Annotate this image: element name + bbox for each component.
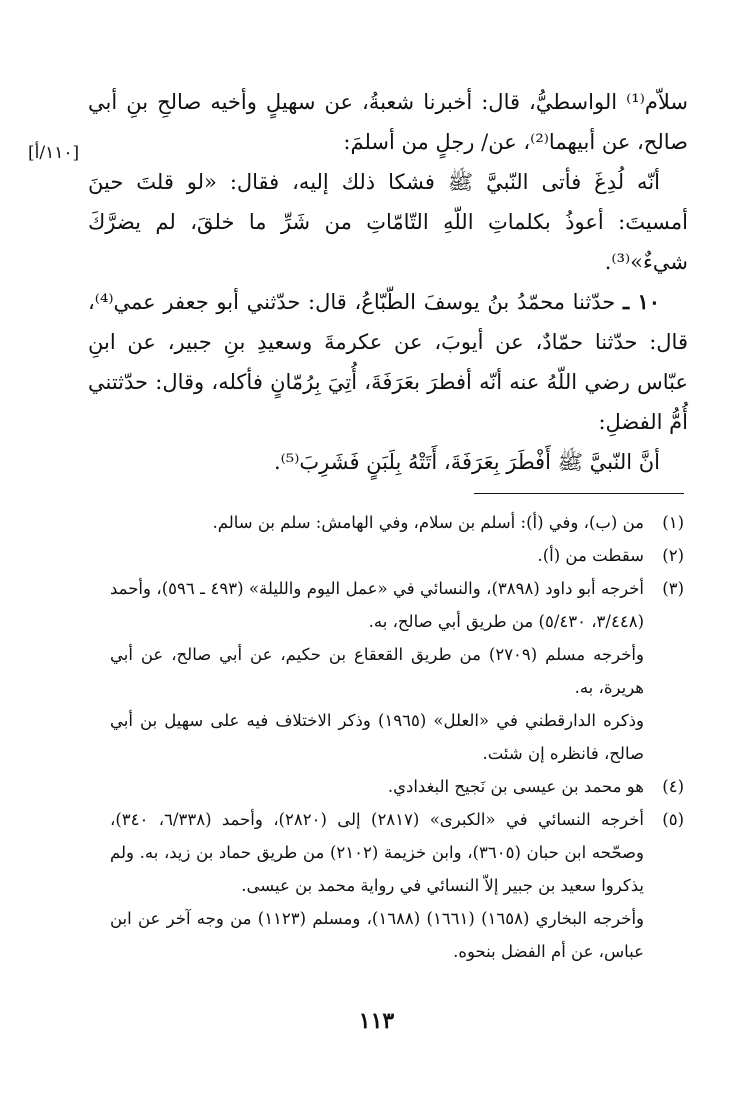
paragraph-hadith-10-isnad — [88, 282, 688, 442]
main-text — [88, 82, 688, 482]
footnote-text: سقطت من (أ). — [537, 546, 644, 565]
footnote — [110, 803, 684, 968]
paragraph-hadith-10-matn: أنَّ النّبيَّ ﷺ أَفْطَرَ بِعَرَفَةَ، أَتَتْهُ بِلَبَنٍ فَشَرِبَ⁽⁵⁾. — [273, 450, 660, 474]
hadith-number: ١٠ ـ — [622, 289, 660, 314]
footnote-number: (٥) — [662, 810, 684, 829]
footnote-text: وذكره الدارقطني في «العلل» (١٩٦٥) وذكر الاختلاف فيه على سهيل بن أبي صالح، فانظره إن شئت. — [110, 711, 644, 763]
footnote-divider — [474, 493, 684, 494]
footnote-text: هو محمد بن عيسى بن نَجيح البغدادي. — [387, 777, 644, 796]
footnote-number: (٢) — [662, 546, 684, 565]
paragraph-hadith-matn: أنّه لُدِغَ فأتى النّبيَّ ﷺ فشكا ذلك إليه، فقال: «لو قلتَ حينَ أمسيتَ: أعوذُ بكلماتِ اللّهِ التّامّاتِ من شَرِّ ما خلقَ، لم يضرَّكَ شيءٌ»⁽³⁾. — [88, 170, 688, 274]
footnote-text: وأخرجه البخاري (١٦٥٨) (١٦٦١) (١٦٨٨)، ومسلم (١١٢٣) من وجه آخر عن ابن عباس، عن أم الفضل بنحوه. — [110, 909, 644, 961]
footnote-text: وأخرجه مسلم (٢٧٠٩) من طريق القعقاع بن حكيم، عن أبي صالح، عن أبي هريرة، به. — [110, 645, 644, 697]
footnote-text: أخرجه أبو داود (٣٨٩٨)، والنسائي في «عمل اليوم والليلة» (٤٩٣ ـ ٥٩٦)، وأحمد (٣/٤٤٨، ٥/٤٣٠) من طريق أبي صالح، به. — [110, 579, 644, 631]
footnotes — [110, 506, 684, 968]
footnote-text: من (ب)، وفي (أ): أسلم بن سلام، وفي الهامش: سلم بن سالم. — [212, 513, 644, 532]
footnote — [110, 572, 684, 770]
paragraph-isnad-continuation: سلاّم⁽¹⁾ الواسطيُّ، قال: أخبرنا شعبةُ، عن سهيلٍ وأخيه صالحِ بنِ أبي صالح، عن أبيهما⁽²⁾، عن/ رجلٍ من أسلمَ: — [88, 90, 688, 154]
hadith-10-text: حدّثنا محمّدُ بنُ يوسفَ الطّبّاعُ، قال: حدّثني أبو جعفر عمي⁽⁴⁾، قال: حدّثنا حمّادٌ، عن أيوبَ، عن عكرمةَ وسعيدِ بنِ جبير، عن ابنِ عبّاس رضي اللّهُ عنه أنّه أفطرَ بعَرَفَةَ، أُتِيَ بِرُمّانٍ فأكله، وقال: حدّثتني أُمُّ الفضلِ: — [88, 290, 688, 434]
footnote — [110, 506, 684, 539]
footnote-text: أخرجه النسائي في «الكبرى» (٢٨١٧) إلى (٢٨٢٠)، وأحمد (٦/٣٣٨، ٣٤٠)، وصحّحه ابن حبان (٣٦٠٥)، وابن خزيمة (٢١٠٢) من طريق حماد بن زيد، به. ولم يذكروا سعيد بن جبير إلاّ النسائي في رواية محمد بن عيسى. — [110, 810, 644, 895]
manuscript-folio-ref: [١١٠/أ] — [28, 143, 80, 163]
footnote-number: (١) — [662, 513, 684, 532]
footnote-number: (٤) — [662, 777, 684, 796]
footnote — [110, 539, 684, 572]
page-number: ١١٣ — [358, 1008, 395, 1034]
footnote — [110, 770, 684, 803]
footnote-number: (٣) — [662, 579, 684, 598]
